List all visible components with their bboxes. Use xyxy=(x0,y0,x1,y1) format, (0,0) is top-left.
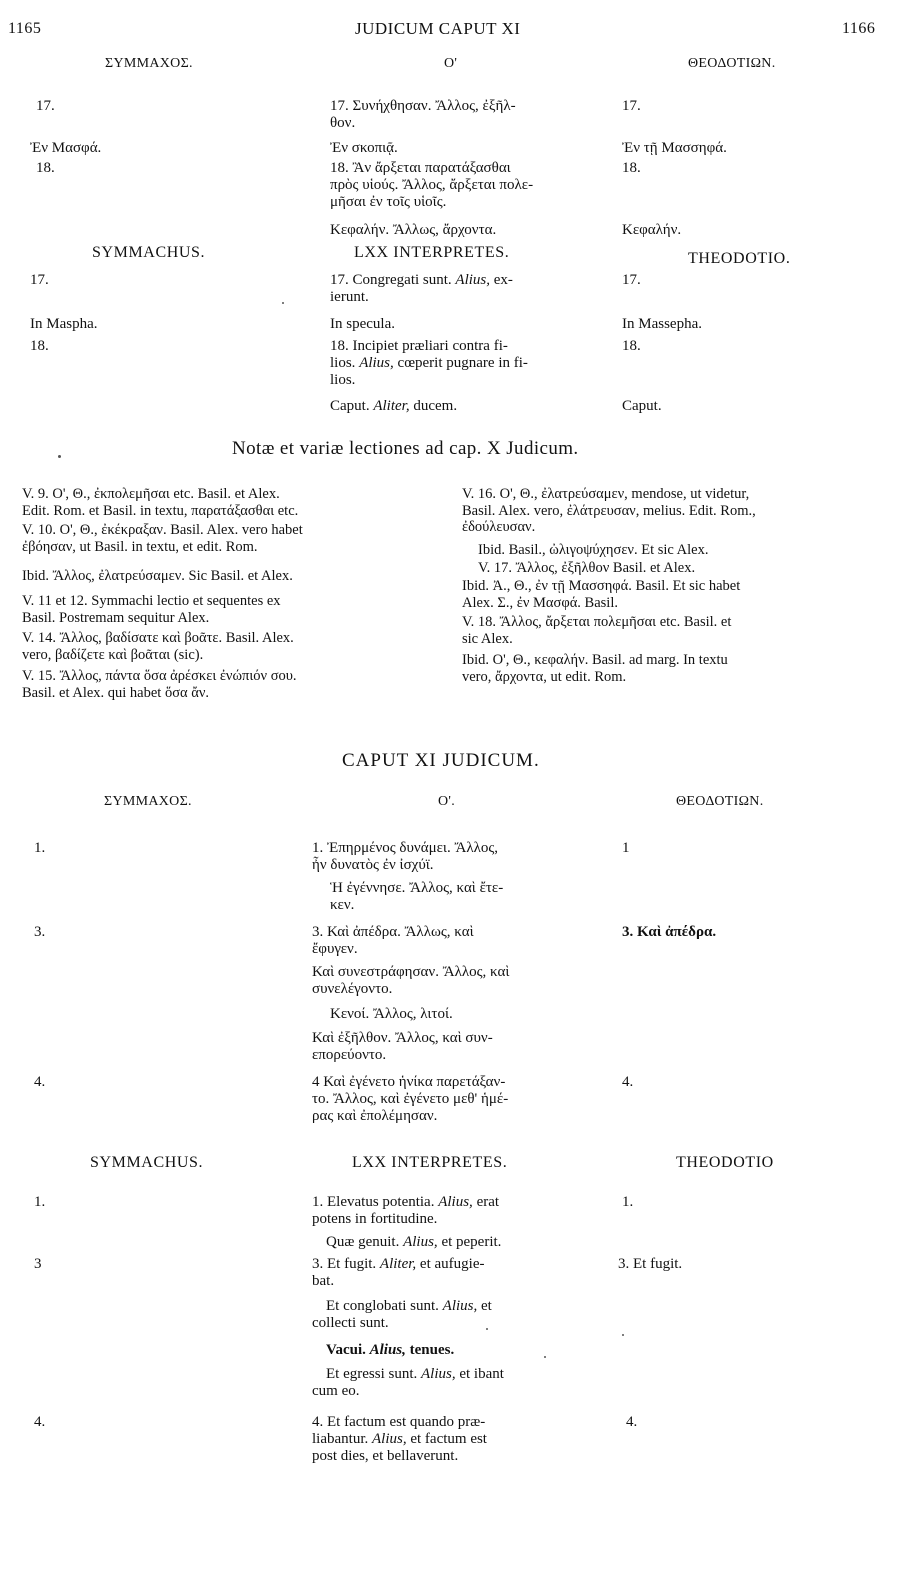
verse-text: et ibant xyxy=(459,1366,504,1382)
lxx-latin-ch11-verse-3-variant-c-cont: cum eo. xyxy=(312,1383,360,1399)
verse-number: 18. xyxy=(30,338,49,354)
aliter-marker: Aliter, xyxy=(373,398,410,414)
lxx-latin-verse-18-line2 xyxy=(330,355,528,372)
note-entry: V. 16. Ο', Θ., ἐλατρεύσαμεν, mendose, ut videtur, Basil. Alex. vero, ἐλάτρευσαν, melius. Edit. Rom., ἐδούλευσαν. xyxy=(462,486,756,535)
notes-title: Notæ et variæ lectiones ad cap. X Judicum. xyxy=(232,438,579,459)
verse-number: 1. xyxy=(34,1194,46,1210)
col-head-theodotion-greek: ΘΕΟΔΟΤΙΩΝ. xyxy=(688,56,776,71)
theodotion-latin-text: In Massepha. xyxy=(622,316,702,332)
lxx-ch11-verse-1-variant: Ἡ ἐγέννησε. Ἄλλος, καὶ ἔτε- κεν. xyxy=(330,880,504,913)
col-head-lxx-greek: Ο'. xyxy=(438,794,456,809)
symmachus-text: Ἐν Μασφά. xyxy=(30,140,102,156)
col-head-lxx-greek: Ο' xyxy=(444,56,458,71)
lxx-verse-17: 17. Συνήχθησαν. Ἄλλος, ἐξῆλ- θον. xyxy=(330,98,516,131)
verse-text: ex- xyxy=(493,272,513,288)
note-entry: V. 11 et 12. Symmachi lectio et sequentes ex Basil. Postremam sequitur Alex. xyxy=(22,593,281,626)
col-head-symmachus-latin: SYMMACHUS. xyxy=(92,244,206,261)
chapter-title: CAPUT XI JUDICUM. xyxy=(342,750,540,771)
alius-marker: Alius, xyxy=(372,1431,407,1447)
lxx-latin-ch11-verse-3-variant xyxy=(326,1298,492,1315)
col-head-theodotion-latin: THEODOTIO xyxy=(676,1154,774,1171)
verse-text: 17. Congregati sunt. xyxy=(330,272,452,288)
alius-marker: Alius, xyxy=(421,1366,456,1382)
lxx-ch11-verse-3-variant: Καὶ συνεστράφησαν. Ἄλλος, καὶ συνελέγοντο. xyxy=(312,964,510,997)
verse-text: et factum est xyxy=(410,1431,487,1447)
theodotion-text: Ἐν τῇ Μασσηφά. xyxy=(622,140,727,156)
lxx-latin-verse-17-variant: In specula. xyxy=(330,316,395,332)
lxx-latin-ch11-verse-4-line2 xyxy=(312,1431,487,1448)
col-head-symmachus-greek: ΣΥΜΜΑΧΟΣ. xyxy=(104,794,192,809)
verse-number: 4. xyxy=(626,1414,638,1430)
theodotion-latin-ch11-verse-3: 3. Et fugit. xyxy=(618,1256,683,1272)
lxx-latin-ch11-verse-3-cont: bat. xyxy=(312,1273,335,1289)
col-head-symmachus-latin: SYMMACHUS. xyxy=(90,1154,204,1171)
col-head-theodotion-greek: ΘΕΟΔΟΤΙΩΝ. xyxy=(676,794,764,809)
aliter-marker: Aliter, xyxy=(379,1256,417,1272)
verse-text: et xyxy=(481,1298,492,1314)
lxx-ch11-verse-3-variant-c: Καὶ ἐξῆλθον. Ἄλλος, καὶ συν- επορεύοντο. xyxy=(312,1030,493,1063)
lxx-latin-verse-18: 18. Incipiet præliari contra fi- xyxy=(330,338,508,354)
lxx-verse-17-variant: Ἐν σκοπιᾷ. xyxy=(330,140,398,156)
col-head-theodotion-latin: THEODOTIO. xyxy=(688,250,791,267)
verse-number: 18. xyxy=(36,160,55,176)
lxx-latin-ch11-verse-3-variant-c xyxy=(326,1366,504,1383)
ink-speck xyxy=(282,302,284,304)
running-title: JUDICUM CAPUT XI xyxy=(355,19,521,38)
lxx-ch11-verse-4: 4 Καὶ ἐγένετο ἡνίκα παρετάξαν- το. Ἄλλος, καὶ ἐγένετο μεθ' ἡμέ- ρας καὶ ἐπολέμησαν. xyxy=(312,1074,509,1124)
verse-text: cœperit pugnare in fi- xyxy=(397,355,528,371)
verse-text: tenues. xyxy=(409,1342,455,1358)
verse-text: 1. Elevatus potentia. xyxy=(312,1194,435,1210)
lxx-latin-ch11-verse-1-variant xyxy=(326,1234,501,1251)
note-entry: V. 18. Ἄλλος, ἄρξεται πολεμῆσαι etc. Basil. et sic Alex. xyxy=(462,614,732,647)
alius-marker: Alius, xyxy=(403,1234,438,1250)
verse-number: 17. xyxy=(622,272,641,288)
lxx-latin-verse-17-cont: ierunt. xyxy=(330,289,369,305)
verse-text: lios. xyxy=(330,355,356,371)
note-entry: Ibid. Ἀ., Θ., ἐν τῇ Μασσηφά. Basil. Et sic habet Alex. Σ., ἐν Μασφά. Basil. xyxy=(462,578,741,611)
lxx-latin-ch11-verse-4: 4. Et factum est quando præ- xyxy=(312,1414,486,1430)
verse-number: 4. xyxy=(622,1074,634,1090)
theodotion-text: Κεφαλήν. xyxy=(622,222,682,238)
verse-text: liabantur. xyxy=(312,1431,369,1447)
note-entry: V. 14. Ἄλλος, βαδίσατε καὶ βοᾶτε. Basil. Alex. vero, βαδίζετε καὶ βοᾶται (sic). xyxy=(22,630,294,663)
col-head-symmachus-greek: ΣΥΜΜΑΧΟΣ. xyxy=(105,56,193,71)
lxx-latin-ch11-verse-3-variant-cont: collecti sunt. xyxy=(312,1315,389,1331)
page-number-right: 1166 xyxy=(842,20,876,37)
note-entry: V. 17. Ἄλλος, ἐξῆλθον Basil. et Alex. xyxy=(478,560,696,576)
verse-text: Et egressi sunt. xyxy=(326,1366,418,1382)
col-head-lxx-latin: LXX INTERPRETES. xyxy=(352,1154,508,1171)
lxx-ch11-verse-1: 1. Ἐπηρμένος δυνάμει. Ἄλλος, ἦν δυνατὸς ἐν ἰσχύϊ. xyxy=(312,840,499,873)
note-entry: Ibid. Basil., ὠλιγοψύχησεν. Et sic Alex. xyxy=(478,542,709,558)
alius-marker: Alius, xyxy=(359,355,394,371)
verse-number: 17. xyxy=(622,98,641,114)
verse-text: et peperit. xyxy=(441,1234,502,1250)
verse-text: Et conglobati sunt. xyxy=(326,1298,439,1314)
verse-text: Quæ genuit. xyxy=(326,1234,400,1250)
ink-speck xyxy=(486,1328,488,1330)
note-entry: V. 10. Ο', Θ., ἐκέκραξαν. Basil. Alex. vero habet ἐβόησαν, ut Basil. in textu, et edit. Rom. xyxy=(22,522,303,555)
verse-number: 17. xyxy=(30,272,49,288)
theodotion-latin-text: Caput. xyxy=(622,398,662,414)
verse-number: 18. xyxy=(622,338,641,354)
lxx-latin-verse-18-variant xyxy=(330,398,457,415)
lxx-ch11-verse-3-variant-b: Κενοί. Ἄλλος, λιτοί. xyxy=(330,1006,453,1022)
verse-number: 1. xyxy=(622,1194,634,1210)
lxx-latin-ch11-verse-1-cont: potens in fortitudine. xyxy=(312,1211,438,1227)
note-entry: V. 15. Ἄλλος, πάντα ὅσα ἀρέσκει ἐνώπιόν σου. Basil. et Alex. qui habet ὅσα ἄν. xyxy=(22,668,297,701)
ink-speck xyxy=(58,455,61,458)
theodotion-ch11-verse-3: 3. Καὶ ἀπέδρα. xyxy=(622,924,717,940)
verse-text: et aufugie- xyxy=(419,1256,485,1272)
verse-text: Caput. xyxy=(330,398,370,414)
verse-number: 3. xyxy=(34,924,46,940)
lxx-latin-verse-18-line3: lios. xyxy=(330,372,356,388)
lxx-latin-ch11-verse-4-line3: post dies, et bellaverunt. xyxy=(312,1448,459,1464)
note-entry: Ibid. Ἄλλος, ἐλατρεύσαμεν. Sic Basil. et Alex. xyxy=(22,568,293,584)
page-number-left: 1165 xyxy=(8,20,42,37)
lxx-verse-18-variant: Κεφαλήν. Ἄλλως, ἄρχοντα. xyxy=(330,222,497,238)
lxx-latin-ch11-verse-3 xyxy=(312,1256,484,1273)
alius-marker: Alius, xyxy=(369,1342,406,1358)
alius-marker: Alius, xyxy=(438,1194,473,1210)
verse-number: 1 xyxy=(622,840,630,856)
verse-number: 1. xyxy=(34,840,46,856)
col-head-lxx-latin: LXX INTERPRETES. xyxy=(354,244,510,261)
lxx-ch11-verse-3: 3. Καὶ ἀπέδρα. Ἄλλως, καὶ ἔφυγεν. xyxy=(312,924,474,957)
note-entry: Ibid. Ο', Θ., κεφαλήν. Basil. ad marg. In textu vero, ἄρχοντα, ut edit. Rom. xyxy=(462,652,728,685)
ink-speck xyxy=(544,1356,546,1358)
lxx-latin-ch11-verse-1 xyxy=(312,1194,499,1211)
alius-marker: Alius, xyxy=(442,1298,478,1314)
verse-number: 4. xyxy=(34,1414,46,1430)
lxx-latin-ch11-verse-3-variant-b xyxy=(326,1342,454,1359)
ink-speck xyxy=(622,1334,624,1336)
verse-text: ducem. xyxy=(413,398,458,414)
note-entry: V. 9. Ο', Θ., ἐκπολεμῆσαι etc. Basil. et Alex. Edit. Rom. et Basil. in textu, παρατάξασθαι etc. xyxy=(22,486,299,519)
verse-number: 3 xyxy=(34,1256,42,1272)
verse-number: 17. xyxy=(36,98,55,114)
verse-number: 18. xyxy=(622,160,641,176)
verse-text: 3. Et fugit. xyxy=(312,1256,377,1272)
lxx-latin-verse-17 xyxy=(330,272,513,289)
verse-text: erat xyxy=(476,1194,500,1210)
verse-text: Vacui. xyxy=(326,1342,366,1358)
symmachus-latin-text: In Maspha. xyxy=(30,316,98,332)
lxx-verse-18: 18. Ἂν ἄρξεται παρατάξασθαι πρὸς υἱούς. Ἄλλος, ἄρξεται πολε- μῆσαι ἐν τοῖς υἱοῖς. xyxy=(330,160,534,210)
alius-marker: Alius, xyxy=(455,272,490,288)
verse-number: 4. xyxy=(34,1074,46,1090)
